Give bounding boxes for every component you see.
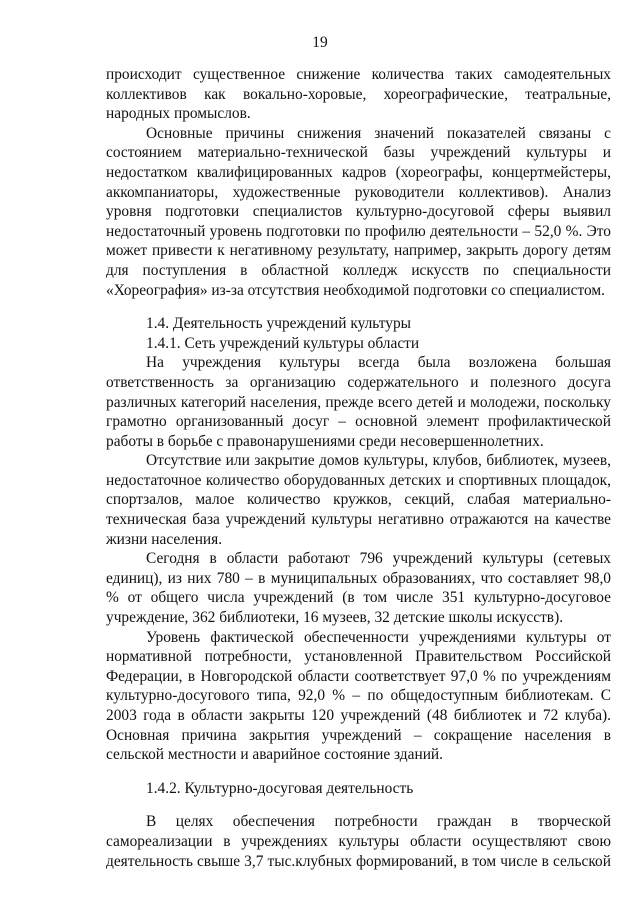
page-number: 19 [312, 34, 328, 51]
subsection-heading-1-4-2: 1.4.2. Культурно-досуговая деятельность [146, 779, 414, 797]
paragraph-institution-count: Сегодня в области работают 796 учреждений культуры (сетевых единиц), из них 780 – в муниципальных образованиях, что составляет 98,0 % от общего числа учреждений (в том числе 351 культурно-досуговое учреждение, 362 библиотеки, 16 музеев, 32 детские школы искусств). [106, 550, 611, 627]
paragraph-responsibility: На учреждения культуры всегда была возложена большая ответственность за организацию содержательного и полезного досуга различных категорий населения, прежде всего детей и молодежи, поскольку грамотно организованный досуг – основной элемент профилактической работы в борьбе с правонарушениями среди несовершеннолетних. [106, 354, 611, 450]
paragraph-absence-of-facilities: Отсутствие или закрытие домов культуры, клубов, библиотек, музеев, недостаточное количество оборудованных детских и спортивных площадок, спортзалов, малое количество кружков, секций, слабая материально-техническая база учреждений культуры негативно отражаются на качестве жизни населения. [106, 452, 611, 548]
page-body [106, 65, 611, 871]
paragraph-decline-reasons: Основные причины снижения значений показателей связаны с состоянием материально-технической базы учреждений культуры и недостатком квалифицированных кадров (хореографы, концертмейстеры, аккомпаниаторы, художественные руководители коллективов). Анализ уровня подготовки специалистов культурно-досуговой сферы выявил недостаточный уровень подготовки по профилю деятельности – 52,0 %. Это может привести к негативному результату, например, закрыть дорогу детям для поступления в областной колледж искусств по специальности «Хореография» из-за отсутствия необходимой подготовки со специалистом. [106, 124, 611, 299]
paragraph-provision-level: Уровень фактической обеспеченности учреждениями культуры от нормативной потребности, установленной Правительством Российской Федерации, в Новгородской области соответствует 97,0 % по учреждениям культурно-досугового типа, 92,0 % – по общедоступным библиотекам. С 2003 года в области закрыты 120 учреждений (48 библиотек и 72 клуба). Основная причина закрытия учреждений – сокращение населения в сельской местности и аварийное состояние зданий. [106, 628, 611, 764]
subsection-heading-1-4-1: 1.4.1. Сеть учреждений культуры области [146, 334, 420, 352]
paragraph-club-formations: В целях обеспечения потребности граждан в творческой самореализации в учреждениях культуры области осуществляют свою деятельность свыше 3,7 тыс.клубных формирований, в том числе в сельской [106, 813, 611, 870]
paragraph-collectives: происходит существенное снижение количества таких самодеятельных коллективов как вокально-хоровые, хореографические, театральные, народных промыслов. [106, 66, 611, 123]
section-heading-1-4: 1.4. Деятельность учреждений культуры [146, 315, 411, 333]
